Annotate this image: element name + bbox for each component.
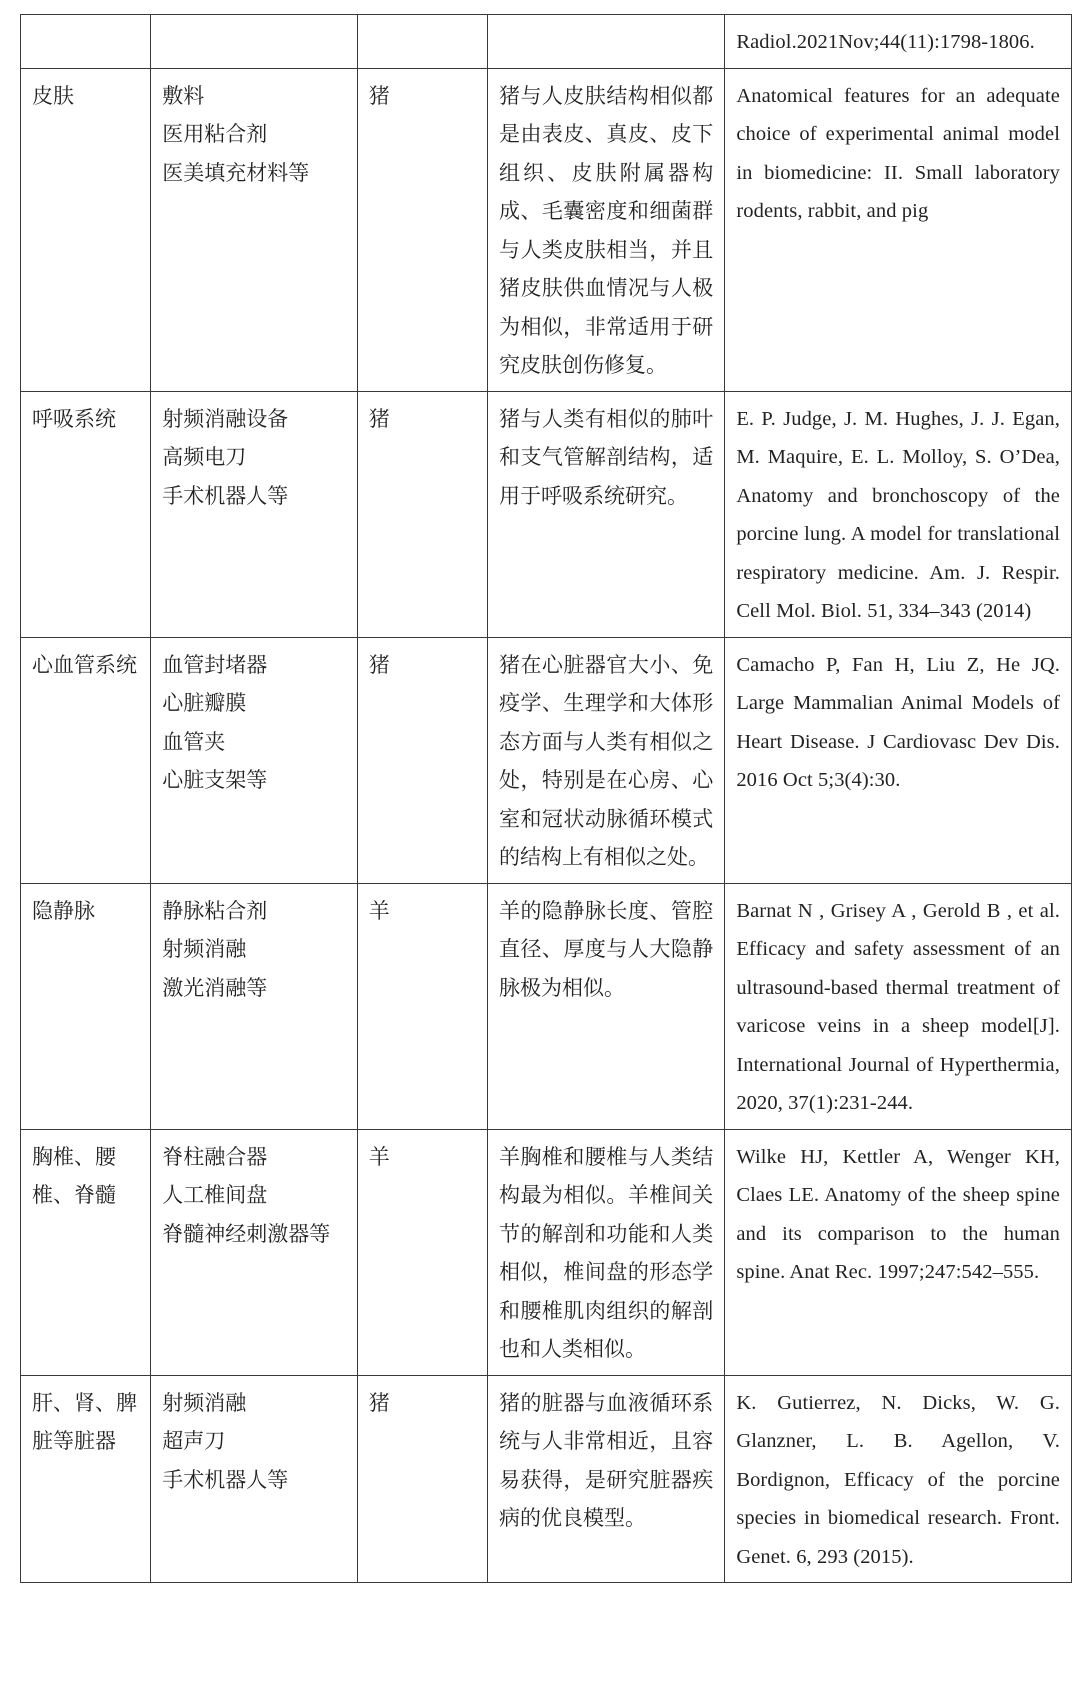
- product-item: 医美填充材料等: [162, 160, 310, 185]
- product-item: 超声刀: [162, 1429, 226, 1453]
- product-item: 敷料: [162, 83, 205, 108]
- animal-cell: 猪: [357, 68, 487, 391]
- product-item: 射频消融设备: [162, 406, 289, 431]
- animal-model-table: [20, 14, 1072, 1583]
- products-cell: [151, 1129, 357, 1375]
- system-cell: 呼吸系统: [21, 391, 151, 637]
- product-item: 手术机器人等: [162, 483, 289, 508]
- system-cell: [21, 15, 151, 69]
- reference-cell: Radiol.2021Nov;44(11):1798-1806.: [725, 15, 1072, 69]
- table-row: [21, 15, 1072, 69]
- product-item: 脊柱融合器: [162, 1144, 268, 1169]
- animal-cell: 羊: [357, 1129, 487, 1375]
- reference-cell: K. Gutierrez, N. Dicks, W. G. Glanzner, L. B. Agellon, V. Bordignon, Efficacy of the porcine species in biomedical research. Front. Genet. 6, 293 (2015).: [725, 1375, 1072, 1583]
- table-row: [21, 883, 1072, 1129]
- animal-cell: 羊: [357, 883, 487, 1129]
- reference-cell: Barnat N , Grisey A , Gerold B , et al. Efficacy and safety assessment of an ultrasound-based thermal treatment of varicose veins in a sheep model[J]. International Journal of Hyperthermia, 2020, 37(1):231-244.: [725, 883, 1072, 1129]
- reason-cell: 羊的隐静脉长度、管腔直径、厚度与人大隐静脉极为相似。: [487, 883, 724, 1129]
- products-cell: [151, 391, 357, 637]
- reference-cell: Camacho P, Fan H, Liu Z, He JQ. Large Mammalian Animal Models of Heart Disease. J Cardiovasc Dev Dis. 2016 Oct 5;3(4):30.: [725, 637, 1072, 883]
- product-item: 血管夹: [162, 729, 226, 754]
- product-item: 心脏支架等: [162, 768, 268, 792]
- table-row: [21, 391, 1072, 637]
- product-item: 激光消融等: [162, 975, 268, 1000]
- reason-cell: [487, 15, 724, 69]
- product-item: 人工椎间盘: [162, 1183, 268, 1207]
- animal-cell: 猪: [357, 391, 487, 637]
- animal-cell: [357, 15, 487, 69]
- products-cell: [151, 637, 357, 883]
- document-page: [20, 14, 1072, 1583]
- reason-cell: 羊胸椎和腰椎与人类结构最为相似。羊椎间关节的解剖和功能和人类相似，椎间盘的形态学和腰椎肌肉组织的解剖也和人类相似。: [487, 1129, 724, 1375]
- system-cell: 心血管系统: [21, 637, 151, 883]
- table-row: [21, 637, 1072, 883]
- reference-cell: Anatomical features for an adequate choice of experimental animal model in biomedicine: II. Small laboratory rodents, rabbit, and pig: [725, 68, 1072, 391]
- system-cell: 皮肤: [21, 68, 151, 391]
- system-cell: 肝、肾、脾脏等脏器: [21, 1375, 151, 1583]
- table-row: [21, 1129, 1072, 1375]
- reason-cell: 猪的脏器与血液循环系统与人非常相近，且容易获得，是研究脏器疾病的优良模型。: [487, 1375, 724, 1583]
- products-cell: [151, 1375, 357, 1583]
- product-item: 手术机器人等: [162, 1467, 289, 1492]
- product-item: 心脏瓣膜: [162, 691, 247, 715]
- reason-cell: 猪与人类有相似的肺叶和支气管解剖结构，适用于呼吸系统研究。: [487, 391, 724, 637]
- product-item: 血管封堵器: [162, 652, 268, 677]
- system-cell: 胸椎、腰椎、脊髓: [21, 1129, 151, 1375]
- animal-cell: 猪: [357, 1375, 487, 1583]
- product-item: 静脉粘合剂: [162, 898, 268, 923]
- reference-cell: Wilke HJ, Kettler A, Wenger KH, Claes LE. Anatomy of the sheep spine and its comparison to the human spine. Anat Rec. 1997;247:542–555.: [725, 1129, 1072, 1375]
- product-item: 高频电刀: [162, 445, 247, 469]
- products-cell: [151, 68, 357, 391]
- system-cell: 隐静脉: [21, 883, 151, 1129]
- table-row: [21, 68, 1072, 391]
- reason-cell: 猪与人皮肤结构相似都是由表皮、真皮、皮下组织、皮肤附属器构成、毛囊密度和细菌群与人类皮肤相当，并且猪皮肤供血情况与人极为相似，非常适用于研究皮肤创伤修复。: [487, 68, 724, 391]
- product-item: 脊髓神经刺激器等: [162, 1221, 331, 1246]
- products-cell: [151, 883, 357, 1129]
- animal-cell: 猪: [357, 637, 487, 883]
- products-cell: [151, 15, 357, 69]
- reference-cell: E. P. Judge, J. M. Hughes, J. J. Egan, M. Maquire, E. L. Molloy, S. O’Dea, Anatomy and bronchoscopy of the porcine lung. A model for translational respiratory medicine. Am. J. Respir. Cell Mol. Biol. 51, 334–343 (2014): [725, 391, 1072, 637]
- product-item: 射频消融: [162, 937, 247, 961]
- table-row: [21, 1375, 1072, 1583]
- product-item: 射频消融: [162, 1390, 247, 1415]
- product-item: 医用粘合剂: [162, 122, 268, 146]
- reason-cell: 猪在心脏器官大小、免疫学、生理学和大体形态方面与人类有相似之处，特别是在心房、心室和冠状动脉循环模式的结构上有相似之处。: [487, 637, 724, 883]
